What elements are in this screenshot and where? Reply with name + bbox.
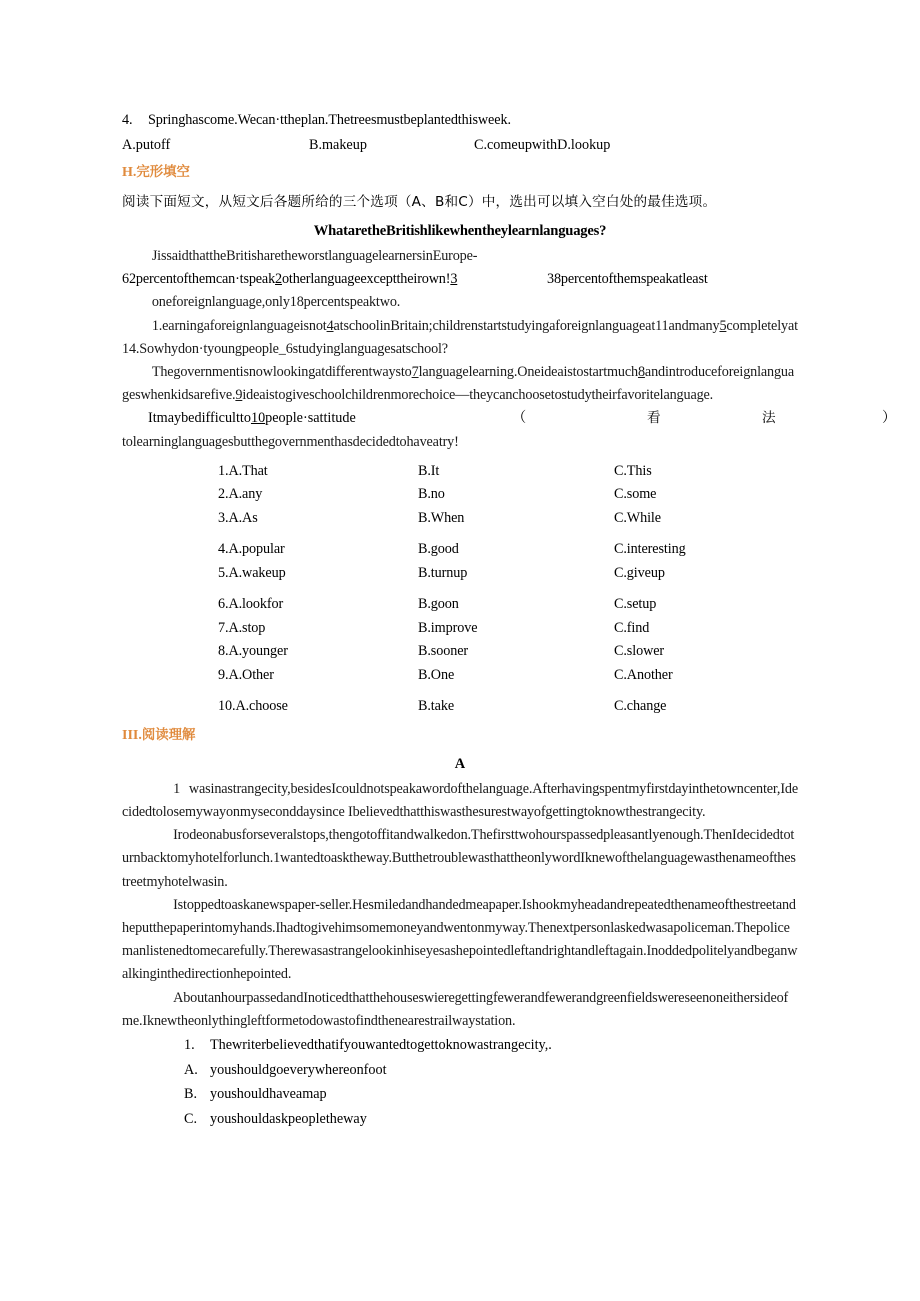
cloze-p4-gloss-char-2: 法 bbox=[762, 410, 776, 427]
cloze-option-a-text: A.any bbox=[228, 486, 263, 503]
cloze-p4-text-b: people·sattitude bbox=[265, 410, 356, 427]
reading-paragraph-1: 1 wasinastrangecity,besidesIcouldnotspeakawordofthelanguage.Afterhavingspentmyfirstdayinthetowncenter,Idecidedtolosemywayonmyseconddaysince Ibelievedthatthiswasthesurestwayofgettingtoknowthestrangecity. bbox=[122, 780, 798, 820]
cloze-option-a-text: A.As bbox=[228, 509, 258, 526]
cloze-option-b[interactable]: B.One bbox=[418, 666, 455, 683]
cloze-option-a[interactable] bbox=[218, 507, 258, 531]
cloze-blank-3: 3 bbox=[450, 271, 458, 288]
question-4-option-c[interactable]: C.comeupwithD.lookup bbox=[474, 137, 611, 153]
cloze-paragraph-1-line-3: oneforeignlanguage,only18percentspeaktwo. bbox=[151, 294, 401, 311]
cloze-option-b[interactable]: B.It bbox=[418, 462, 440, 479]
cloze-p3-text-a: Thegovernmentisnowlookingatdifferentwaysto bbox=[151, 364, 412, 380]
cloze-p1-line2-right: 38percentofthemspeakatleast bbox=[547, 271, 708, 288]
cloze-p4-text-a: Itmaybedifficultto bbox=[148, 410, 251, 427]
cloze-blank-5: 5 bbox=[719, 317, 727, 334]
cloze-option-b[interactable]: B.improve bbox=[418, 619, 478, 636]
cloze-p3-text-c: andintroduceforeignlanguageswhenkidsarefive. bbox=[122, 364, 795, 404]
cloze-p1-text-b: otherlanguageexcepttheirown! bbox=[281, 271, 451, 288]
cloze-option-number: 1. bbox=[218, 462, 229, 479]
cloze-option-a-text: A.wakeup bbox=[228, 564, 286, 581]
reading-question-1-option-a[interactable] bbox=[122, 1058, 798, 1083]
cloze-option-a-text: A.That bbox=[228, 462, 268, 479]
cloze-option-a[interactable] bbox=[218, 460, 268, 484]
section-heading-cloze bbox=[122, 161, 798, 185]
cloze-p2-text-a: 1.earningaforeignlanguageisnot bbox=[151, 317, 327, 334]
cloze-paragraph-4-line-1 bbox=[122, 407, 897, 430]
cloze-option-c[interactable]: C.setup bbox=[614, 596, 657, 613]
question-4-number: 4. bbox=[122, 112, 133, 128]
cloze-option-b[interactable]: B.turnup bbox=[418, 564, 468, 581]
section-heading-cloze-label: 完形填空 bbox=[136, 165, 190, 180]
cloze-option-c[interactable]: C.find bbox=[614, 619, 650, 636]
question-4-option-a[interactable]: A.putoff bbox=[122, 137, 171, 153]
cloze-option-number: 2. bbox=[218, 486, 229, 503]
cloze-option-c[interactable]: C.change bbox=[614, 698, 667, 715]
cloze-answer-options bbox=[122, 460, 798, 719]
question-4-text: Springhascome.Wecan·ttheplan.Thetreesmustbeplantedthisweek. bbox=[148, 112, 511, 128]
cloze-option-row bbox=[122, 460, 798, 484]
reading-question-1 bbox=[122, 1033, 798, 1058]
cloze-option-a-text: A.younger bbox=[228, 643, 288, 660]
cloze-blank-7: 7 bbox=[411, 364, 419, 380]
question-4-options bbox=[122, 133, 798, 158]
cloze-option-number: 4. bbox=[218, 541, 229, 558]
cloze-option-c[interactable]: C.While bbox=[614, 509, 661, 526]
cloze-p1-text-a: 62percentofthemcan·tspeak bbox=[122, 271, 276, 288]
cloze-blank-8: 8 bbox=[637, 364, 645, 380]
cloze-option-a[interactable] bbox=[218, 483, 262, 507]
cloze-option-row bbox=[122, 695, 798, 719]
cloze-p1-line2-left bbox=[122, 268, 457, 291]
reading-option-c-label: C. bbox=[184, 1110, 198, 1127]
cloze-blank-9: 9 bbox=[235, 387, 243, 404]
reading-option-b-label: B. bbox=[184, 1086, 198, 1103]
cloze-option-c[interactable]: C.This bbox=[614, 462, 652, 479]
cloze-p4-paren-close: ） bbox=[882, 410, 897, 427]
cloze-option-number: 9. bbox=[218, 666, 229, 683]
question-4-stem bbox=[122, 108, 798, 133]
cloze-option-b[interactable]: B.take bbox=[418, 698, 455, 715]
cloze-p4-left bbox=[148, 407, 356, 430]
reading-question-1-option-b[interactable] bbox=[122, 1082, 798, 1107]
cloze-option-row bbox=[122, 593, 798, 617]
section-heading-reading-label: 阅读理解 bbox=[141, 727, 196, 743]
cloze-option-row bbox=[122, 562, 798, 586]
cloze-option-b[interactable]: B.good bbox=[418, 541, 459, 558]
reading-question-1-text: Thewriterbelievedthatifyouwantedtogettoknowastrangecity,. bbox=[210, 1037, 552, 1054]
cloze-paragraph-1-line-1: JissaidthattheBritisharetheworstlanguagelearnersinEurope- bbox=[151, 248, 478, 264]
cloze-option-a-text: A.choose bbox=[235, 698, 288, 715]
cloze-option-a[interactable] bbox=[218, 664, 274, 688]
cloze-option-a[interactable] bbox=[218, 562, 286, 586]
reading-option-c-text: youshouldaskpeopletheway bbox=[210, 1110, 367, 1127]
cloze-option-row bbox=[122, 483, 798, 507]
cloze-instruction: 阅读下面短文，从短文后各题所给的三个选项（A、B和C）中，选出可以填入空白处的最佳选项。 bbox=[122, 194, 717, 210]
cloze-blank-2: 2 bbox=[275, 271, 282, 288]
reading-paragraph-4: AboutanhourpassedandInoticedthatthehouseswieregettingfewerandfewerandgreenfieldswereseenoneithersideofme.Iknewtheonlythingleftformetodowastofindthenearestrailwaystation. bbox=[122, 989, 789, 1029]
document-content bbox=[122, 108, 897, 1131]
cloze-blank-10: 10 bbox=[250, 410, 266, 427]
cloze-p2-text-c: completelyat14.Sowhydon·tyoungpeople_6studyinglanguagesatschool? bbox=[122, 317, 798, 357]
section-heading-reading-prefix: III. bbox=[122, 727, 142, 743]
reading-paragraph-2: Irodeonabusforseveralstops,thengotoffitandwalkedon.Thefirsttwohourspassedpleasantlyenough.ThenIdecidedtoturnbacktomyhotelforlunch.1wantedtoasktheway.ButthetroublewasthattheonlywordIknewofthelanguagewasthenameofthestreetmyhotelwasin. bbox=[122, 827, 796, 890]
cloze-option-number: 3. bbox=[218, 509, 229, 526]
cloze-option-a[interactable] bbox=[218, 617, 265, 641]
cloze-paragraph-3 bbox=[122, 361, 798, 407]
cloze-paragraph-2 bbox=[122, 315, 798, 361]
cloze-p4-paren-open: （ bbox=[512, 410, 527, 427]
cloze-option-a-text: A.popular bbox=[228, 541, 285, 558]
cloze-option-a[interactable] bbox=[218, 538, 285, 562]
reading-option-b-text: youshouldhaveamap bbox=[210, 1086, 327, 1103]
reading-option-a-label: A. bbox=[184, 1061, 198, 1078]
reading-question-1-number: 1. bbox=[184, 1037, 195, 1054]
cloze-p3-text-d: ideaistogiveschoolchildrenmorechoice—theycanchoosetostudytheirfavoritelanguage. bbox=[242, 387, 714, 404]
cloze-option-c[interactable]: C.giveup bbox=[614, 564, 665, 581]
cloze-option-c[interactable]: C.interesting bbox=[614, 541, 686, 558]
section-heading-reading bbox=[122, 724, 798, 748]
cloze-option-number: 5. bbox=[218, 564, 229, 581]
cloze-option-number: 10. bbox=[218, 698, 236, 715]
cloze-blank-4: 4 bbox=[326, 317, 334, 334]
cloze-paragraph-4-line-2: tolearninglanguagesbutthegovernmenthasdecidedtohaveatry! bbox=[122, 433, 459, 450]
cloze-option-b[interactable]: B.goon bbox=[418, 596, 459, 613]
cloze-option-row bbox=[122, 507, 798, 531]
cloze-option-a-text: A.lookfor bbox=[228, 596, 284, 613]
reading-question-1-option-c[interactable] bbox=[122, 1107, 798, 1132]
cloze-option-number: 8. bbox=[218, 643, 229, 660]
cloze-option-a[interactable] bbox=[218, 640, 288, 664]
cloze-option-c[interactable]: C.some bbox=[614, 486, 657, 503]
cloze-option-row bbox=[122, 664, 798, 688]
cloze-option-row bbox=[122, 640, 798, 664]
cloze-option-a-text: A.Other bbox=[228, 666, 274, 683]
cloze-option-b[interactable]: B.When bbox=[418, 509, 465, 526]
cloze-p4-gloss-char-1: 看 bbox=[647, 410, 661, 427]
cloze-option-row bbox=[122, 538, 798, 562]
cloze-option-a[interactable] bbox=[218, 593, 283, 617]
cloze-option-row bbox=[122, 617, 798, 641]
question-4-option-b[interactable]: B.makeup bbox=[309, 137, 367, 153]
cloze-option-a[interactable] bbox=[218, 695, 288, 719]
cloze-option-c[interactable]: C.Another bbox=[614, 666, 673, 683]
cloze-option-c[interactable]: C.slower bbox=[614, 643, 665, 660]
reading-part-letter: A bbox=[454, 755, 466, 772]
cloze-p3-text-b: languagelearning.Oneideaistostartmuch bbox=[418, 364, 638, 380]
reading-paragraph-3: Istoppedtoaskanewspaper-seller.Hesmiledandhandedmeapaper.Ishookmyheadandrepeatedthenameofthestreetandheputthepaperintomyhands.Ihadtogivehimsomemoneyandwentonmyway.Thenextpersonlaskedwasapoliceman.Thepolicemanlistenedtomecarefully.Therewasastrangelookinhiseyesashepointedleftandrightandleftagain.Inoddedpolitelyandbeganwalkinginthedirectionhepointed. bbox=[122, 896, 798, 983]
cloze-paragraph-1-line-2 bbox=[122, 268, 798, 291]
cloze-option-b[interactable]: B.no bbox=[418, 486, 445, 503]
cloze-option-number: 7. bbox=[218, 619, 229, 636]
cloze-option-b[interactable]: B.sooner bbox=[418, 643, 469, 660]
reading-option-a-text: youshouldgoeverywhereonfoot bbox=[210, 1061, 387, 1078]
cloze-option-a-text: A.stop bbox=[228, 619, 266, 636]
section-heading-cloze-prefix: H. bbox=[122, 165, 137, 180]
cloze-passage-title: WhataretheBritishlikewhentheylearnlanguages? bbox=[313, 223, 607, 239]
cloze-p2-text-b: atschoolinBritain;childrenstartstudyingaforeignlanguageat11andmany bbox=[333, 317, 720, 334]
cloze-option-number: 6. bbox=[218, 596, 229, 613]
